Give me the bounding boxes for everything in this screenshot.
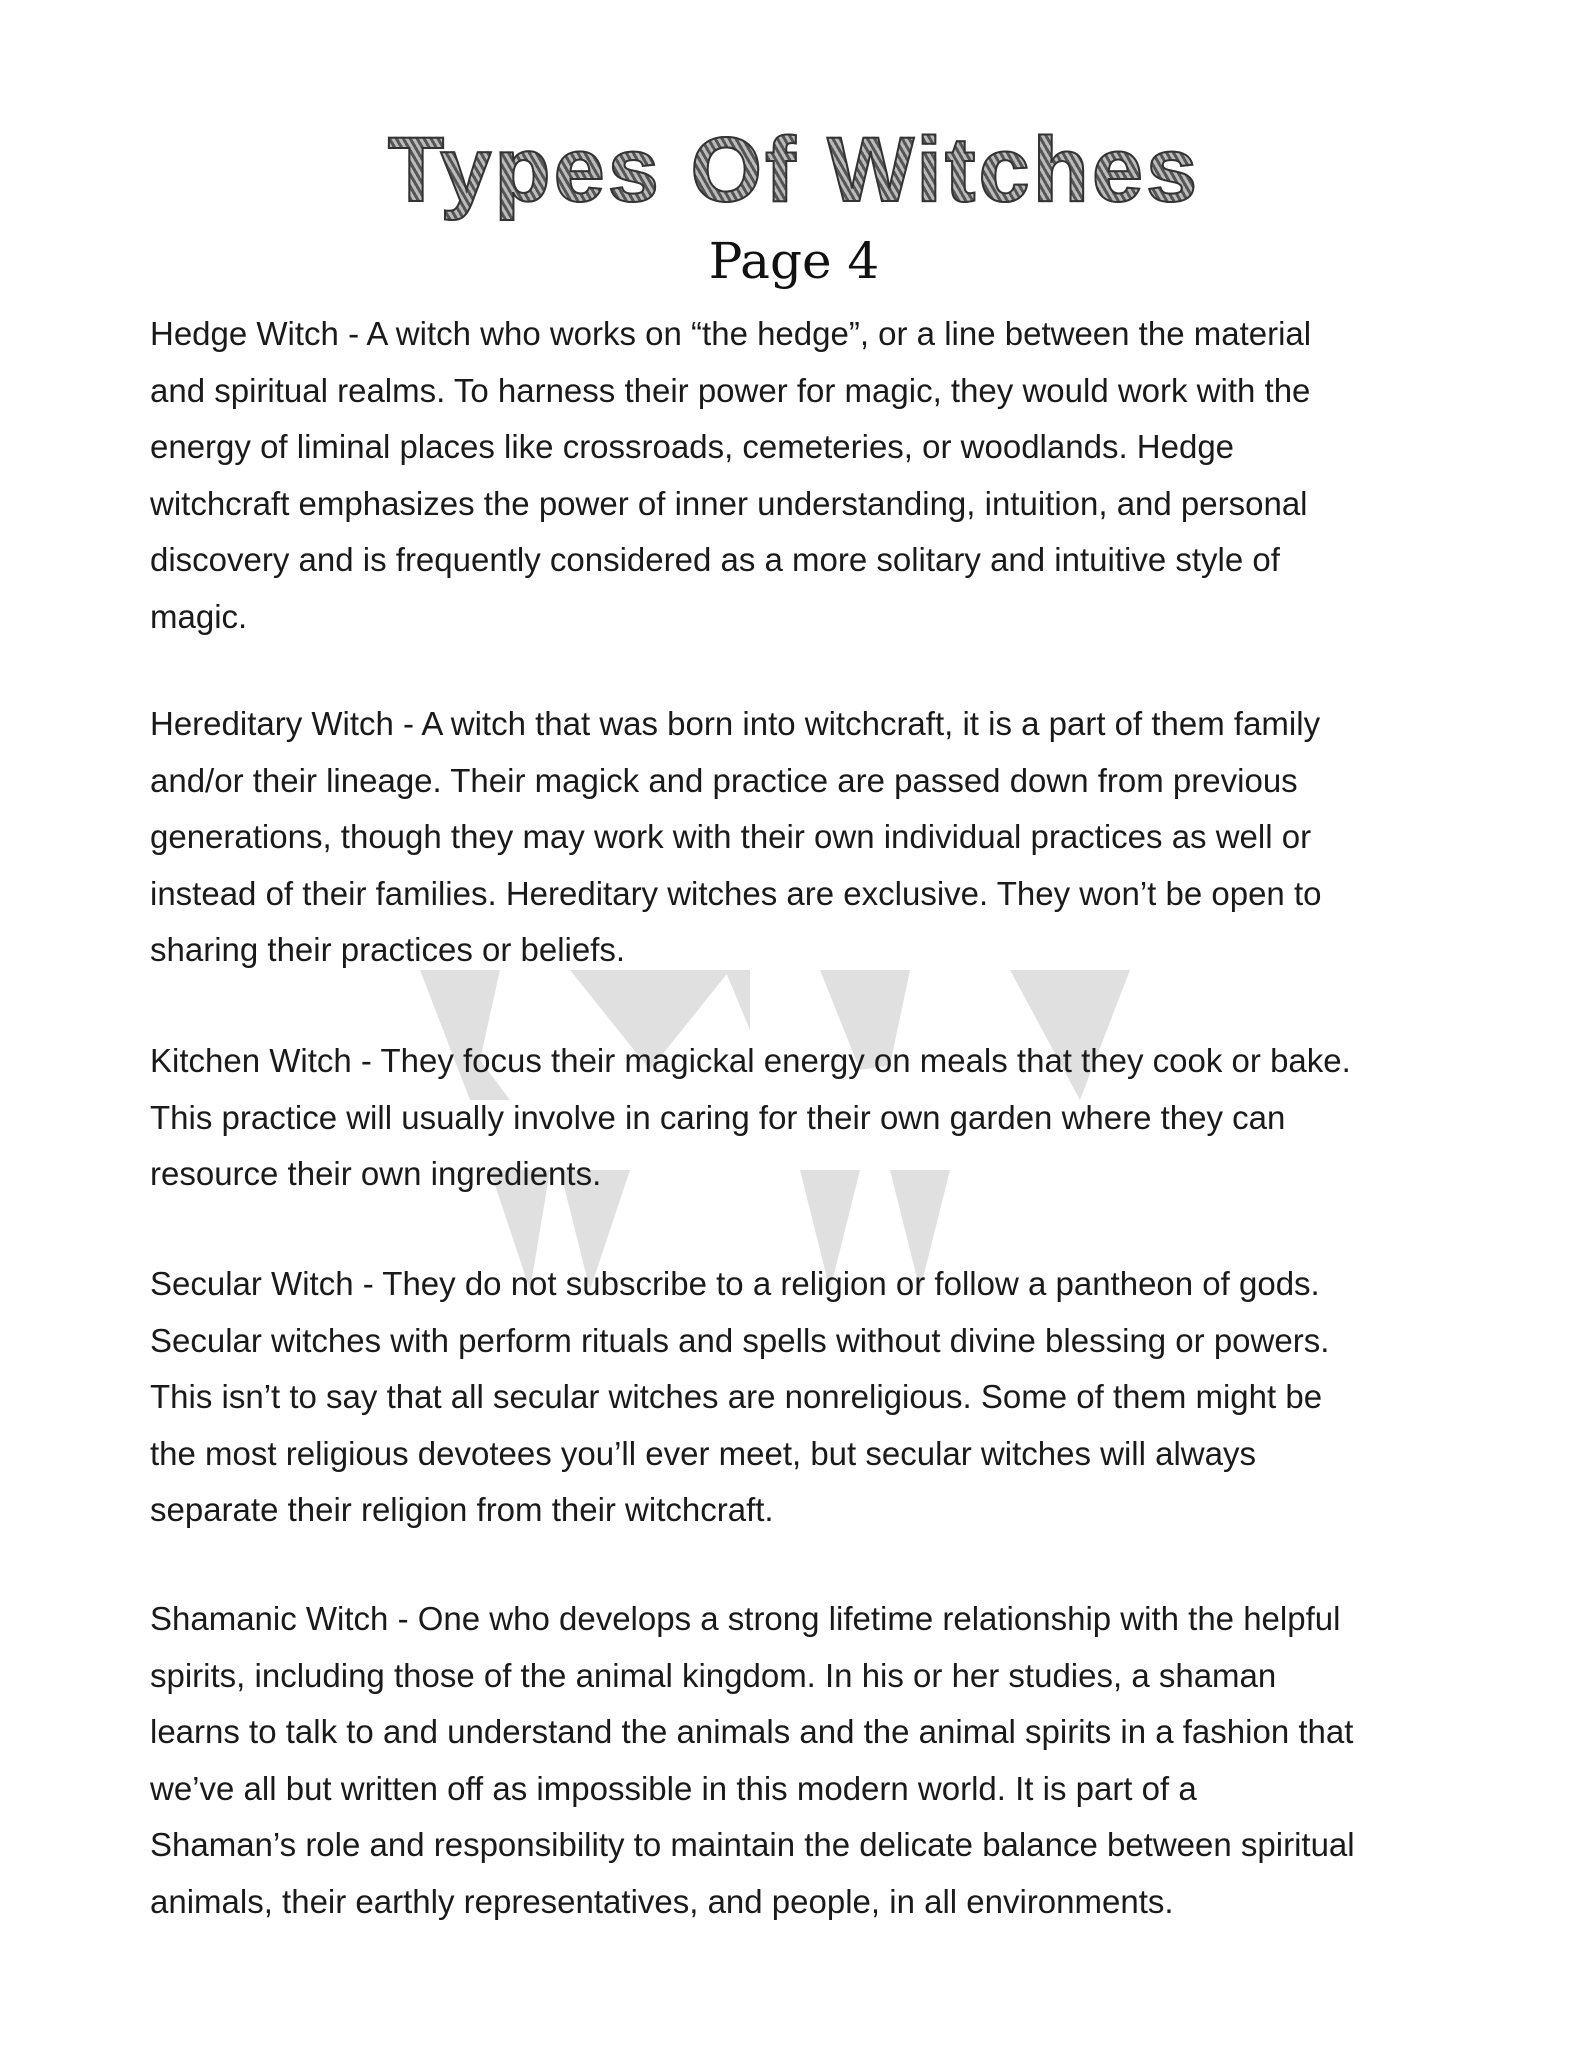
text-line: This isn’t to say that all secular witches are nonreligious. Some of them might be — [150, 1378, 1323, 1415]
page-number: Page 4 — [708, 232, 880, 290]
paragraph-secular-witch — [150, 1256, 1329, 1539]
text-line: Shamanic Witch - One who develops a strong lifetime relationship with the helpful — [150, 1600, 1341, 1637]
page-title: Types Of Witches — [0, 118, 1588, 223]
text-line: magic. — [150, 597, 248, 635]
text-line: generations, though they may work with their own individual practices as well or — [150, 818, 1312, 855]
text-line: discovery and is frequently considered as a more solitary and intuitive style of — [150, 541, 1280, 578]
text-line: instead of their families. Hereditary witches are exclusive. They won’t be open to — [150, 874, 1322, 912]
text-line: we’ve all but written off as impossible in this modern world. It is part of a — [150, 1769, 1197, 1807]
text-line: Hereditary Witch - A witch that was born into witchcraft, it is a part of them family — [150, 705, 1321, 742]
text-line: the most religious devotees you’ll ever meet, but secular witches will always — [150, 1434, 1256, 1472]
text-line: animals, their earthly representatives, and people, in all environments. — [150, 1882, 1174, 1920]
paragraph-shamanic-witch — [150, 1591, 1355, 1930]
text-line: Secular witches with perform rituals and spells without divine blessing or powers. — [150, 1321, 1330, 1359]
text-line: witchcraft emphasizes the power of inner understanding, intuition, and personal — [150, 484, 1308, 522]
text-line: Kitchen Witch - They focus their magickal energy on meals that they cook or bake. — [150, 1042, 1351, 1079]
text-line: Hedge Witch - A witch who works on “the hedge”, or a line between the material — [150, 315, 1312, 352]
text-line: Shaman’s role and responsibility to maintain the delicate balance between spiritual — [150, 1826, 1355, 1863]
paragraph-kitchen-witch — [150, 1033, 1351, 1203]
text-line: spirits, including those of the animal kingdom. In his or her studies, a shaman — [150, 1656, 1277, 1694]
text-line: This practice will usually involve in caring for their own garden where they can — [150, 1098, 1286, 1136]
text-line: and spiritual realms. To harness their power for magic, they would work with the — [150, 371, 1311, 409]
text-line: separate their religion from their witchcraft. — [150, 1491, 774, 1528]
text-line: energy of liminal places like crossroads, cemeteries, or woodlands. Hedge — [150, 428, 1235, 465]
text-line: Secular Witch - They do not subscribe to a religion or follow a pantheon of gods. — [150, 1265, 1320, 1302]
text-line: resource their own ingredients. — [150, 1155, 602, 1192]
text-line: and/or their lineage. Their magick and practice are passed down from previous — [150, 761, 1298, 799]
paragraph-hereditary-witch — [150, 696, 1321, 979]
paragraph-hedge-witch — [150, 306, 1311, 645]
text-line: sharing their practices or beliefs. — [150, 931, 626, 968]
text-line: learns to talk to and understand the animals and the animal spirits in a fashion that — [150, 1713, 1354, 1750]
